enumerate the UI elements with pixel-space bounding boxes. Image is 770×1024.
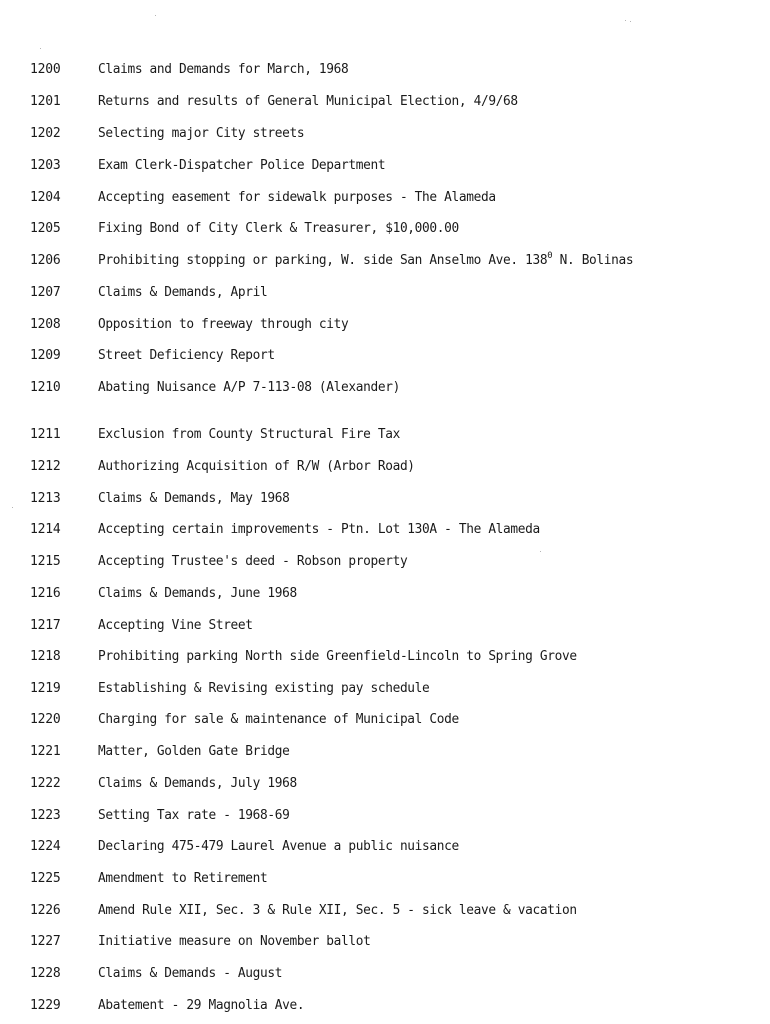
resolution-number: 1204 (30, 190, 61, 205)
resolution-description (98, 806, 289, 826)
resolution-number: 1207 (30, 285, 61, 300)
resolution-number: 1218 (30, 649, 61, 664)
resolution-description (98, 679, 429, 699)
resolution-description-text: Selecting major City streets (98, 126, 305, 141)
resolution-number: 1215 (30, 554, 61, 569)
resolution-number: 1206 (30, 253, 61, 268)
resolution-description (98, 425, 400, 445)
resolution-number: 1223 (30, 808, 61, 823)
resolution-number: 1226 (30, 903, 61, 918)
resolution-number: 1205 (30, 221, 61, 236)
resolution-entry (0, 283, 770, 307)
resolution-entry (0, 520, 770, 544)
resolution-description (98, 710, 459, 730)
resolution-description-text: Setting Tax rate - 1968-69 (98, 808, 290, 823)
resolution-description (98, 251, 633, 271)
resolution-description-text: Prohibiting stopping or parking, W. side San Anselmo Ave. 138 (98, 253, 548, 268)
resolution-number: 1228 (30, 966, 61, 981)
resolution-entry (0, 156, 770, 180)
resolution-description (98, 932, 370, 952)
resolution-description-text: Declaring 475-479 Laurel Avenue a public nuisance (98, 839, 459, 854)
resolution-entry (0, 996, 770, 1020)
resolution-entry (0, 489, 770, 513)
resolution-number: 1225 (30, 871, 61, 886)
resolution-description-text: Accepting Vine Street (98, 618, 253, 633)
resolution-description (98, 901, 577, 921)
resolution-description (98, 774, 297, 794)
resolution-description (98, 584, 297, 604)
resolution-entry (0, 378, 770, 402)
resolution-entry (0, 584, 770, 608)
resolution-description-tail: N. Bolinas (552, 253, 634, 268)
resolution-description-text: Accepting Trustee's deed - Robson property (98, 554, 408, 569)
resolution-entry (0, 188, 770, 212)
resolution-entry (0, 742, 770, 766)
resolution-description (98, 520, 540, 540)
resolution-entry (0, 964, 770, 988)
resolution-number: 1221 (30, 744, 61, 759)
resolution-number: 1212 (30, 459, 61, 474)
resolution-number: 1216 (30, 586, 61, 601)
resolution-entry (0, 837, 770, 861)
resolution-description (98, 616, 253, 636)
resolution-description (98, 869, 267, 889)
resolution-number: 1201 (30, 94, 61, 109)
resolution-description-text: Claims & Demands, May 1968 (98, 491, 290, 506)
resolution-description-text: Fixing Bond of City Clerk & Treasurer, $10,000.00 (98, 221, 459, 236)
resolution-number: 1214 (30, 522, 61, 537)
resolution-description (98, 742, 289, 762)
resolution-entry (0, 251, 770, 275)
resolution-description-text: Accepting easement for sidewalk purposes - The Alameda (98, 190, 496, 205)
resolution-entry (0, 679, 770, 703)
resolution-description-text: Charging for sale & maintenance of Municipal Code (98, 712, 459, 727)
resolution-description (98, 552, 407, 572)
resolution-number: 1224 (30, 839, 61, 854)
resolution-entry (0, 774, 770, 798)
resolution-number: 1203 (30, 158, 61, 173)
resolution-number: 1219 (30, 681, 61, 696)
resolution-description-text: Claims & Demands - August (98, 966, 283, 981)
resolution-description-text: Initiative measure on November ballot (98, 934, 371, 949)
resolution-description (98, 996, 304, 1016)
resolution-description-text: Abating Nuisance A/P 7-113-08 (Alexander) (98, 380, 400, 395)
resolution-entry (0, 552, 770, 576)
resolution-description-text: Establishing & Revising existing pay schedule (98, 681, 430, 696)
resolution-description-text: Abatement - 29 Magnolia Ave. (98, 998, 305, 1013)
resolution-number: 1222 (30, 776, 61, 791)
resolution-description (98, 283, 267, 303)
resolution-description (98, 60, 348, 80)
resolution-number: 1213 (30, 491, 61, 506)
resolution-entry (0, 346, 770, 370)
resolution-description-text: Claims and Demands for March, 1968 (98, 62, 349, 77)
resolution-entry (0, 60, 770, 84)
resolution-description (98, 837, 459, 857)
resolution-description (98, 378, 400, 398)
resolution-description (98, 92, 518, 112)
resolution-number: 1210 (30, 380, 61, 395)
resolution-description-text: Amendment to Retirement (98, 871, 268, 886)
resolution-description-text: Exam Clerk-Dispatcher Police Department (98, 158, 386, 173)
scan-speck (630, 21, 631, 22)
resolution-entry (0, 710, 770, 734)
resolution-number: 1200 (30, 62, 61, 77)
scan-speck (625, 20, 626, 21)
resolution-description (98, 489, 289, 509)
resolution-entry (0, 932, 770, 956)
resolution-description-text: Opposition to freeway through city (98, 317, 349, 332)
resolution-description-text: Authorizing Acquisition of R/W (Arbor Road) (98, 459, 415, 474)
resolution-entry (0, 806, 770, 830)
scan-speck (155, 15, 156, 16)
resolution-entry (0, 901, 770, 925)
resolution-description-text: Claims & Demands, April (98, 285, 268, 300)
scan-speck (40, 48, 41, 49)
resolution-number: 1229 (30, 998, 61, 1013)
resolution-number: 1209 (30, 348, 61, 363)
resolution-entry (0, 425, 770, 449)
superscript-mark: 0 (547, 250, 553, 261)
resolution-number: 1220 (30, 712, 61, 727)
resolution-description-text: Street Deficiency Report (98, 348, 275, 363)
resolution-description (98, 457, 415, 477)
resolution-entry (0, 457, 770, 481)
resolution-description-text: Returns and results of General Municipal Election, 4/9/68 (98, 94, 518, 109)
resolution-description-text: Claims & Demands, July 1968 (98, 776, 297, 791)
resolution-description (98, 315, 348, 335)
resolution-entry (0, 92, 770, 116)
resolution-description (98, 964, 282, 984)
resolution-description (98, 647, 577, 667)
resolution-description-text: Amend Rule XII, Sec. 3 & Rule XII, Sec. 5 - sick leave & vacation (98, 903, 577, 918)
resolution-entry (0, 219, 770, 243)
resolution-description-text: Matter, Golden Gate Bridge (98, 744, 290, 759)
resolution-description (98, 124, 304, 144)
resolution-number: 1202 (30, 126, 61, 141)
resolution-entry (0, 647, 770, 671)
resolution-description (98, 219, 459, 239)
resolution-description-text: Exclusion from County Structural Fire Tax (98, 427, 400, 442)
resolution-description-text: Accepting certain improvements - Ptn. Lot 130A - The Alameda (98, 522, 540, 537)
resolution-number: 1217 (30, 618, 61, 633)
resolution-entry (0, 315, 770, 339)
resolution-number: 1208 (30, 317, 61, 332)
resolution-description-text: Prohibiting parking North side Greenfield-Lincoln to Spring Grove (98, 649, 577, 664)
resolution-number: 1211 (30, 427, 61, 442)
resolution-entry (0, 124, 770, 148)
resolution-description (98, 346, 275, 366)
resolution-description-text: Claims & Demands, June 1968 (98, 586, 297, 601)
resolution-entry (0, 869, 770, 893)
resolution-entry (0, 616, 770, 640)
resolution-description (98, 156, 385, 176)
resolution-number: 1227 (30, 934, 61, 949)
resolution-description (98, 188, 496, 208)
